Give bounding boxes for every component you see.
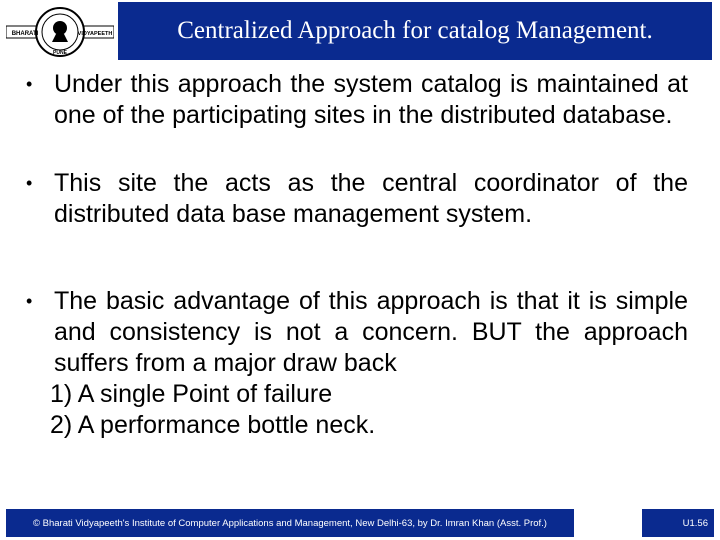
svg-text:BHARATI: BHARATI: [11, 31, 39, 37]
bullet-item: [26, 168, 688, 230]
slide-content: [26, 66, 688, 441]
bullet-icon: •: [26, 74, 33, 94]
bullet-text: The basic advantage of this approach is that it is simple and consistency is not a concern. BUT the approach suffers from a major draw back: [54, 287, 688, 377]
slide-header: [0, 0, 720, 66]
sub-list-item: 1) A single Point of failure: [50, 380, 333, 408]
page-number-banner: [642, 509, 714, 537]
footer-credit: © Bharati Vidyapeeth's Institute of Computer Applications and Management, New Delhi-63, by Dr. Imran Khan (Asst. Prof.): [33, 517, 547, 529]
sub-list-item: 2) A performance bottle neck.: [50, 411, 376, 439]
bullet-icon: •: [26, 173, 33, 193]
bullet-item: [26, 286, 688, 379]
bullet-text: Under this approach the system catalog is maintained at one of the participating sites in the distributed database.: [54, 70, 688, 129]
footer-banner: [6, 509, 574, 537]
page-number: U1.56: [682, 517, 708, 529]
svg-text:VIDYAPEETH: VIDYAPEETH: [77, 31, 113, 37]
slide-title: Centralized Approach for catalog Management.: [177, 17, 653, 44]
title-banner: [118, 2, 712, 60]
institution-logo: [6, 4, 114, 60]
slide-footer: [0, 509, 720, 537]
bullet-text: This site the acts as the central coordinator of the distributed data base management system.: [54, 169, 688, 228]
svg-text:PUNE: PUNE: [53, 50, 67, 56]
bullet-icon: •: [26, 291, 33, 311]
bullet-item: [26, 69, 688, 131]
